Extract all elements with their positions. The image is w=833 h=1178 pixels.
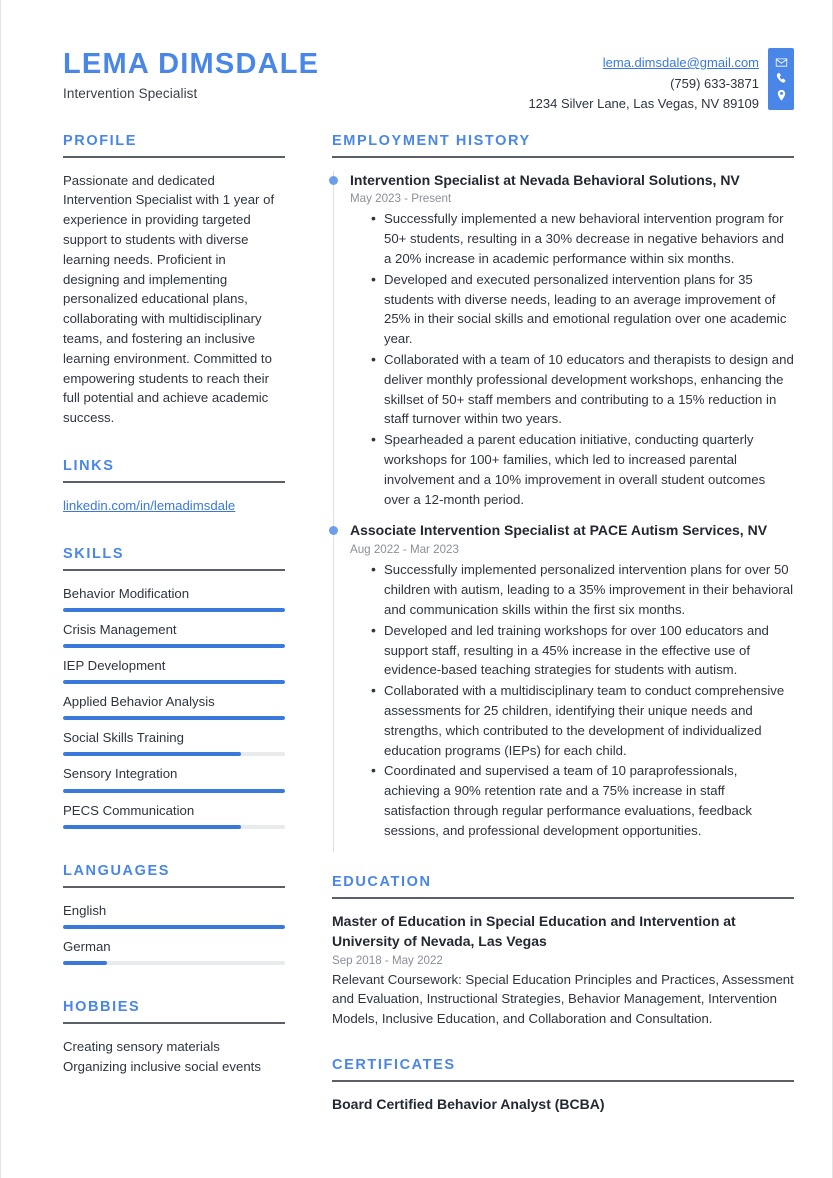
language-row bbox=[63, 901, 285, 929]
job-dates: Aug 2022 - Mar 2023 bbox=[350, 543, 459, 557]
phone-icon bbox=[775, 72, 788, 85]
skill-label: PECS Communication bbox=[63, 802, 195, 818]
skill-row bbox=[63, 692, 285, 720]
skill-bar-track bbox=[63, 680, 285, 684]
skill-bar-fill bbox=[63, 680, 285, 684]
candidate-name: LEMA DIMSDALE bbox=[63, 48, 320, 80]
skills-list bbox=[63, 584, 285, 829]
skill-label: Social Skills Training bbox=[63, 730, 184, 746]
skill-bar-track bbox=[63, 789, 285, 793]
section-rule bbox=[63, 886, 285, 888]
hobby-item: Creating sensory materials bbox=[63, 1039, 220, 1055]
job-bullets bbox=[371, 560, 794, 840]
section-title-profile: PROFILE bbox=[63, 132, 138, 149]
skill-label: Sensory Integration bbox=[63, 766, 178, 782]
skill-bar-fill bbox=[63, 716, 285, 720]
section-certificates bbox=[332, 1057, 794, 1115]
profile-text: Passionate and dedicated Intervention Specialist with 1 year of experience in providing targeted support to students with diverse learning needs. Proficient in designing and implementing personalized educational plans, collaborating with multidisciplinary teams, and fostering an inclusive learning environment. Committed to empowering students to reach their full potential and achieve academic success. bbox=[63, 172, 275, 426]
resume-header bbox=[1, 0, 832, 133]
language-bar-track bbox=[63, 961, 285, 965]
section-title-employment: EMPLOYMENT HISTORY bbox=[332, 132, 531, 149]
job-bullet: • Collaborated with a team of 10 educators and therapists to design and deliver monthly professional development workshops, enhancing the skillset of 50+ staff members and contributing to a 15% reduction in staff turnover within two years. bbox=[371, 350, 794, 429]
job-entry bbox=[350, 521, 794, 852]
skill-label: Behavior Modification bbox=[63, 585, 190, 601]
language-bar-fill bbox=[63, 961, 107, 965]
section-rule bbox=[332, 1080, 794, 1082]
contact-email[interactable]: lema.dimsdale@gmail.com bbox=[602, 55, 759, 70]
skill-label: Crisis Management bbox=[63, 621, 177, 637]
job-bullet: • Successfully implemented a new behavioral intervention program for 50+ students, resulting in a 30% decrease in negative behaviors and a 20% increase in academic performance within six months. bbox=[371, 209, 794, 268]
section-title-education: EDUCATION bbox=[332, 874, 432, 891]
languages-list bbox=[63, 901, 285, 965]
job-bullet: • Developed and executed personalized intervention plans for 35 students with diverse needs, leading to an average improvement of 25% in their social skills and emotional regulation over one academic year. bbox=[371, 270, 794, 349]
hobby-item: Organizing inclusive social events bbox=[63, 1059, 261, 1075]
job-dates: May 2023 - Present bbox=[350, 192, 452, 206]
section-rule bbox=[63, 569, 285, 571]
language-label: English bbox=[63, 902, 107, 918]
skill-bar-fill bbox=[63, 789, 285, 793]
section-title-skills: SKILLS bbox=[63, 545, 125, 562]
contact-block bbox=[528, 48, 832, 115]
skill-row bbox=[63, 620, 285, 648]
skill-bar-track bbox=[63, 752, 285, 756]
language-label: German bbox=[63, 938, 111, 954]
language-bar-fill bbox=[63, 925, 285, 929]
certificate-heading: Board Certified Behavior Analyst (BCBA) bbox=[332, 1096, 605, 1113]
skill-row bbox=[63, 764, 285, 792]
job-bullet: • Coordinated and supervised a team of 10 paraprofessionals, achieving a 90% retention rate and a 75% increase in staff satisfaction through regular performance evaluations, feedback sessions, and professional development opportunities. bbox=[371, 761, 794, 840]
job-heading: Associate Intervention Specialist at PACE Autism Services, NV bbox=[350, 522, 768, 539]
skill-bar-track bbox=[63, 608, 285, 612]
language-row bbox=[63, 937, 285, 965]
skill-label: IEP Development bbox=[63, 658, 166, 674]
section-title-links: LINKS bbox=[63, 457, 115, 474]
skill-row bbox=[63, 728, 285, 756]
section-title-languages: LANGUAGES bbox=[63, 862, 171, 879]
contact-address: 1234 Silver Lane, Las Vegas, NV 89109 bbox=[528, 96, 759, 112]
sidebar-column bbox=[63, 133, 285, 1078]
section-profile bbox=[63, 133, 285, 428]
skill-row bbox=[63, 801, 285, 829]
contact-email-row bbox=[528, 53, 759, 74]
candidate-job-title: Intervention Specialist bbox=[63, 86, 198, 102]
education-entry bbox=[332, 912, 794, 1029]
skill-bar-fill bbox=[63, 608, 285, 612]
job-entry bbox=[350, 171, 794, 522]
job-heading: Intervention Specialist at Nevada Behavioral Solutions, NV bbox=[350, 171, 740, 188]
skill-bar-track bbox=[63, 644, 285, 648]
job-bullet: • Collaborated with a multidisciplinary team to conduct comprehensive assessments for 25 children, identifying their unique needs and strengths, which contributed to the development of individualized education programs (IEPs) for each child. bbox=[371, 681, 794, 760]
envelope-icon bbox=[775, 56, 788, 69]
skill-bar-fill bbox=[63, 752, 241, 756]
skill-bar-fill bbox=[63, 825, 241, 829]
employment-timeline bbox=[333, 171, 794, 853]
section-rule bbox=[63, 1022, 285, 1024]
skill-row bbox=[63, 584, 285, 612]
job-bullet: • Developed and led training workshops for over 100 educators and support staff, resulting in a 45% increase in the effective use of evidence-based teaching strategies for students with autism. bbox=[371, 621, 794, 680]
section-links bbox=[63, 458, 285, 516]
section-rule bbox=[63, 481, 285, 483]
job-bullet: • Spearheaded a parent education initiative, conducting quarterly workshops for 100+ families, which led to increased parental involvement and a 10% improvement in overall student outcomes over a 12-month period. bbox=[371, 430, 794, 509]
skill-bar-fill bbox=[63, 644, 285, 648]
section-title-hobbies: HOBBIES bbox=[63, 999, 141, 1016]
skill-label: Applied Behavior Analysis bbox=[63, 694, 215, 710]
job-bullet: • Successfully implemented personalized intervention plans for over 50 children with autism, leading to a 35% improvement in their behavioral and communication skills within the first six months. bbox=[371, 560, 794, 619]
section-rule bbox=[332, 156, 794, 158]
section-employment-history bbox=[332, 133, 794, 853]
section-title-certificates: CERTIFICATES bbox=[332, 1057, 456, 1074]
education-description: Relevant Coursework: Special Education Principles and Practices, Assessment and Evaluation, Instructional Strategies, Behavior Management, Intervention Models, Inclusive Education, and Collaboration and Consultation. bbox=[332, 971, 794, 1027]
resume-body bbox=[1, 133, 832, 1115]
main-column bbox=[332, 133, 794, 1115]
section-rule bbox=[332, 897, 794, 899]
timeline-dot-icon bbox=[329, 526, 338, 535]
education-heading: Master of Education in Special Education and Intervention at University of Nevada, Las Vegas bbox=[332, 913, 736, 950]
education-dates: Sep 2018 - May 2022 bbox=[332, 953, 443, 967]
section-education bbox=[332, 874, 794, 1029]
timeline-dot-icon bbox=[329, 176, 338, 185]
section-rule bbox=[63, 156, 285, 158]
link-item[interactable]: linkedin.com/in/lemadimsdale bbox=[63, 497, 236, 513]
job-bullets bbox=[371, 209, 794, 509]
section-languages bbox=[63, 863, 285, 965]
section-skills bbox=[63, 546, 285, 829]
contact-phone: (759) 633-3871 bbox=[670, 75, 759, 91]
identity-block bbox=[1, 48, 319, 101]
section-hobbies bbox=[63, 999, 285, 1077]
contact-icon-rail bbox=[768, 48, 794, 110]
skill-row bbox=[63, 656, 285, 684]
language-bar-track bbox=[63, 925, 285, 929]
location-pin-icon bbox=[775, 89, 788, 102]
contact-lines bbox=[528, 48, 768, 115]
skill-bar-track bbox=[63, 825, 285, 829]
skill-bar-track bbox=[63, 716, 285, 720]
